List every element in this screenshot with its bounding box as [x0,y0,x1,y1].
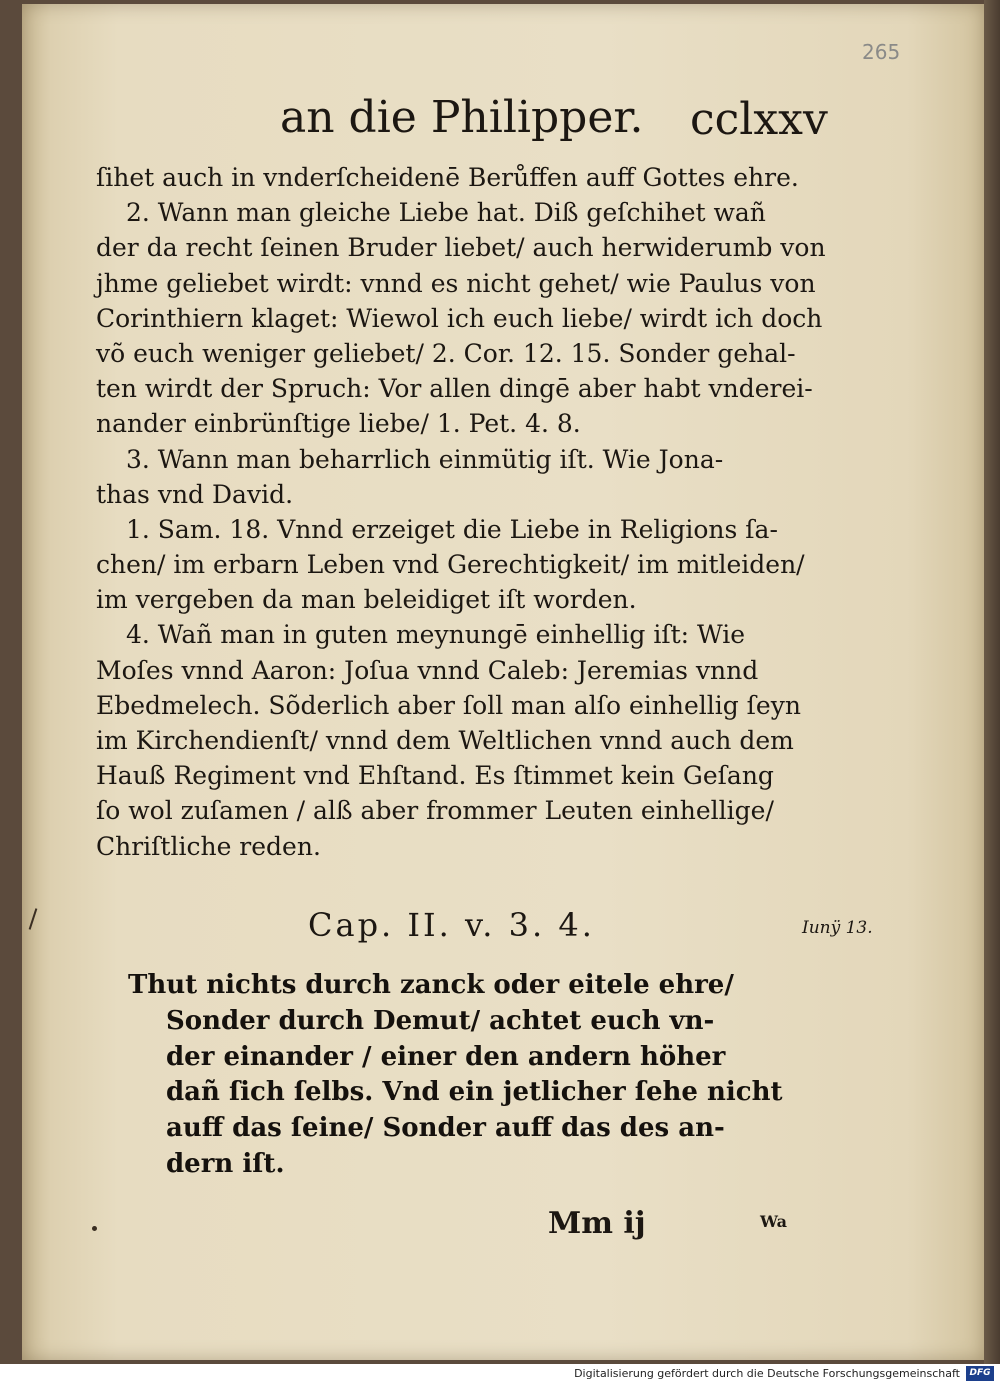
scripture-line: auff das ſeine/ Sonder auff das des an- [166,1113,725,1144]
scripture-line: dañ ſich ſelbs. Vnd ein jetlicher ſehe nicht [166,1077,783,1108]
body-line: 1. Sam. 18. Vnnd erzeiget die Liebe in Religions ſa- [126,514,778,544]
scripture-quote [128,968,788,1183]
margin-dot [92,1226,97,1231]
body-line: nander einbrünſtige liebe/ 1. Pet. 4. 8. [96,409,581,439]
body-line: im Kirchendienſt/ vnnd dem Weltlichen vnnd auch dem [96,726,794,755]
folio-number: cclxxv [690,94,828,145]
body-line: thas vnd David. [96,479,294,509]
body-line: ſo wol zuſamen / alß aber frommer Leuten einhellige/ [96,796,774,826]
body-text [96,160,826,864]
scripture-line: der einander / einer den andern höher [166,1041,726,1072]
footer-bar [0,1364,1000,1384]
dfg-logo: DFG [966,1366,994,1381]
funding-credit: Digitalisierung gefördert durch die Deutsche Forschungsgemeinschaft [574,1367,960,1380]
running-title: an die Philipper. [280,92,644,143]
body-line: 4. Wañ man in guten meynungē einhellig iſt: Wie [126,620,746,650]
body-line: ſihet auch in vnderſcheidenē Berůffen auff Gottes ehre. [96,163,799,192]
body-line: im vergeben da man beleidiget iſt worden. [96,585,637,615]
catchword: Wa [760,1212,787,1231]
body-line: Moſes vnnd Aaron: Joſua vnnd Caleb: Jeremias vnnd [96,655,759,685]
body-line: 3. Wann man beharrlich einmütig iſt. Wie Jona- [126,444,724,474]
body-line: Chriſtliche reden. [96,831,321,861]
margin-note: Iunÿ 13. [802,918,873,938]
signature-mark: Mm ij [548,1206,646,1241]
body-line: Hauß Regiment vnd Ehſtand. Es ſtimmet kein Geſang [96,761,774,791]
body-line: der da recht ſeinen Bruder liebet/ auch herwiderumb von [96,233,826,263]
scripture-line: Sonder durch Demut/ achtet euch vn- [166,1005,715,1036]
body-line: ten wirdt der Spruch: Vor allen dingē aber habt vnderei- [96,374,813,404]
body-line: 2. Wann man gleiche Liebe hat. Diß geſchihet wañ [126,198,766,228]
chapter-heading: Cap. II. v. 3. 4. [308,906,595,944]
body-line: Corinthiern klaget: Wiewol ich euch liebe/ wirdt ich doch [96,303,823,333]
pencil-page-number: 265 [862,40,901,64]
body-line: jhme geliebet wirdt: vnnd es nicht gehet/ wie Paulus von [96,268,816,298]
scan-edge [984,0,1000,1364]
scripture-line: dern iſt. [166,1148,285,1179]
scripture-line: Thut nichts durch zanck oder eitele ehre/ [128,970,734,1000]
body-line: Ebedmelech. Sõderlich aber ſoll man alſo einhellig ſeyn [96,690,801,720]
body-line: võ euch weniger geliebet/ 2. Cor. 12. 15. Sonder gehal- [96,338,796,368]
body-line: chen/ im erbarn Leben vnd Gerechtigkeit/ im mitleiden/ [96,550,805,580]
